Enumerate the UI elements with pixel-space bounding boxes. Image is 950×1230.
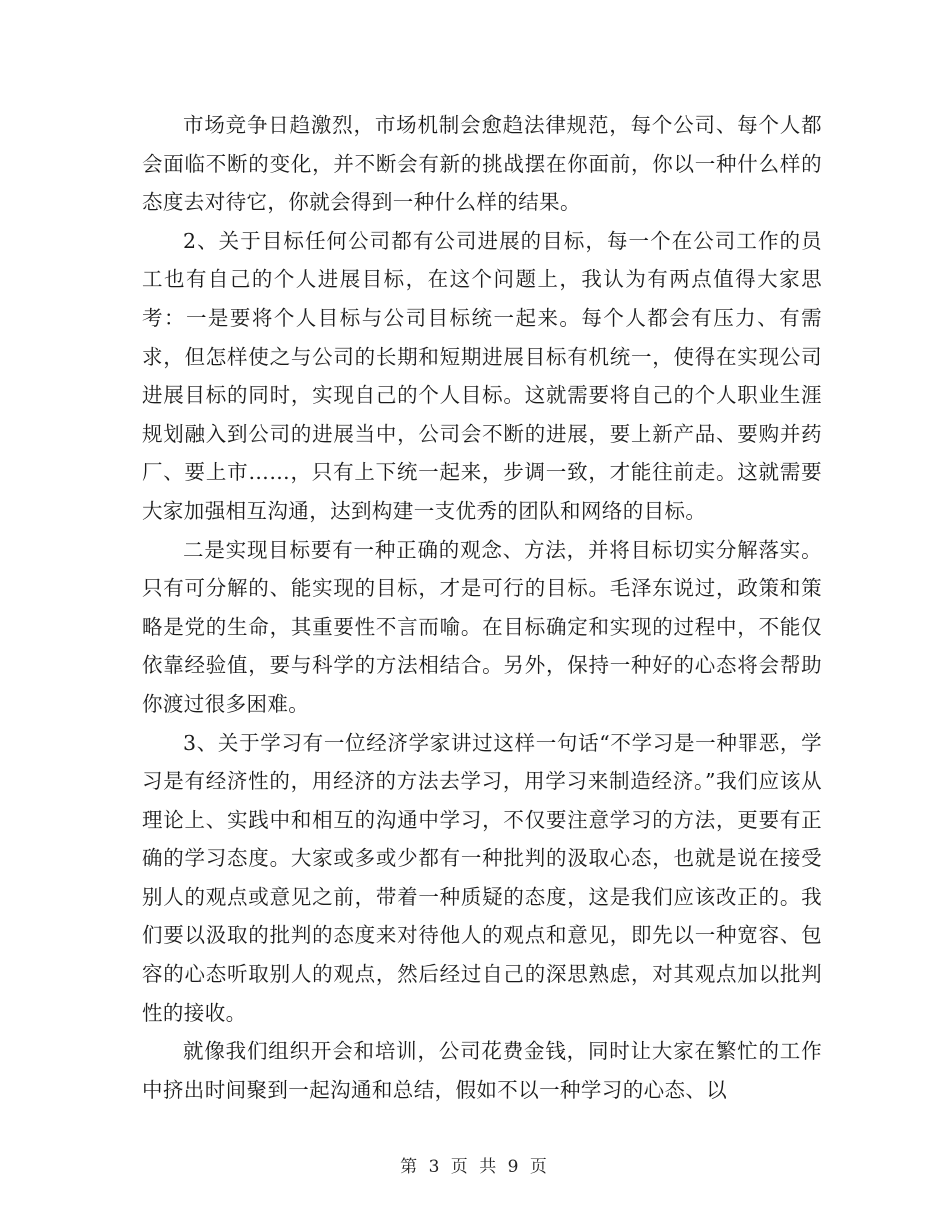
paragraph-goals: 2、关于目标任何公司都有公司进展的目标，每一个在公司工作的员工也有自己的个人进展目标，在这个问题上，我认为有两点值得大家思考：一是要将个人目标与公司目标统一起来。每个人都会有压力、有需求，但怎样使之与公司的长期和短期进展目标有机统一，使得在实现公司进展目标的同时，实现自己的个人目标。这就需要将自己的个人职业生涯规划融入到公司的进展当中，公司会不断的进展，要上新产品、要购并药厂、要上市……，只有上下统一起来，步调一致，才能往前走。这就需要大家加强相互沟通，达到构建一支优秀的团队和网络的目标。: [142, 228, 822, 523]
paragraph-training: 就像我们组织开会和培训，公司花费金钱，同时让大家在繁忙的工作中挤出时间聚到一起沟通和总结，假如不以一种学习的心态、以: [142, 1039, 822, 1102]
body-text: [142, 106, 822, 1109]
paragraph-market-competition: 市场竞争日趋激烈，市场机制会愈趋法律规范，每个公司、每个人都会面临不断的变化，并不断会有新的挑战摆在你面前，你以一种什么样的态度去对待它，你就会得到一种什么样的结果。: [142, 113, 822, 215]
paragraph-learning: 3、关于学习有一位经济学家讲过这样一句话“不学习是一种罪恶，学习是有经济性的，用经济的方法去学习，用学习来制造经济。”我们应该从理论上、实践中和相互的沟通中学习，不仅要注意学习的方法，更要有正确的学习态度。大家或多或少都有一种批判的汲取心态，也就是说在接受别人的观点或意见之前，带着一种质疑的态度，这是我们应该改正的。我们要以汲取的批判的态度来对待他人的观点和意见，即先以一种宽容、包容的心态听取别人的观点，然后经过自己的深思熟虑，对其观点加以批判性的接收。: [142, 730, 822, 1025]
page-footer: 第 3 页 共 9 页: [400, 1157, 550, 1177]
paragraph-goal-method: 二是实现目标要有一种正确的观念、方法，并将目标切实分解落实。只有可分解的、能实现的目标，才是可行的目标。毛泽东说过，政策和策略是党的生命，其重要性不言而喻。在目标确定和实现的过程中，不能仅依靠经验值，要与科学的方法相结合。另外，保持一种好的心态将会帮助你渡过很多困难。: [142, 537, 822, 716]
